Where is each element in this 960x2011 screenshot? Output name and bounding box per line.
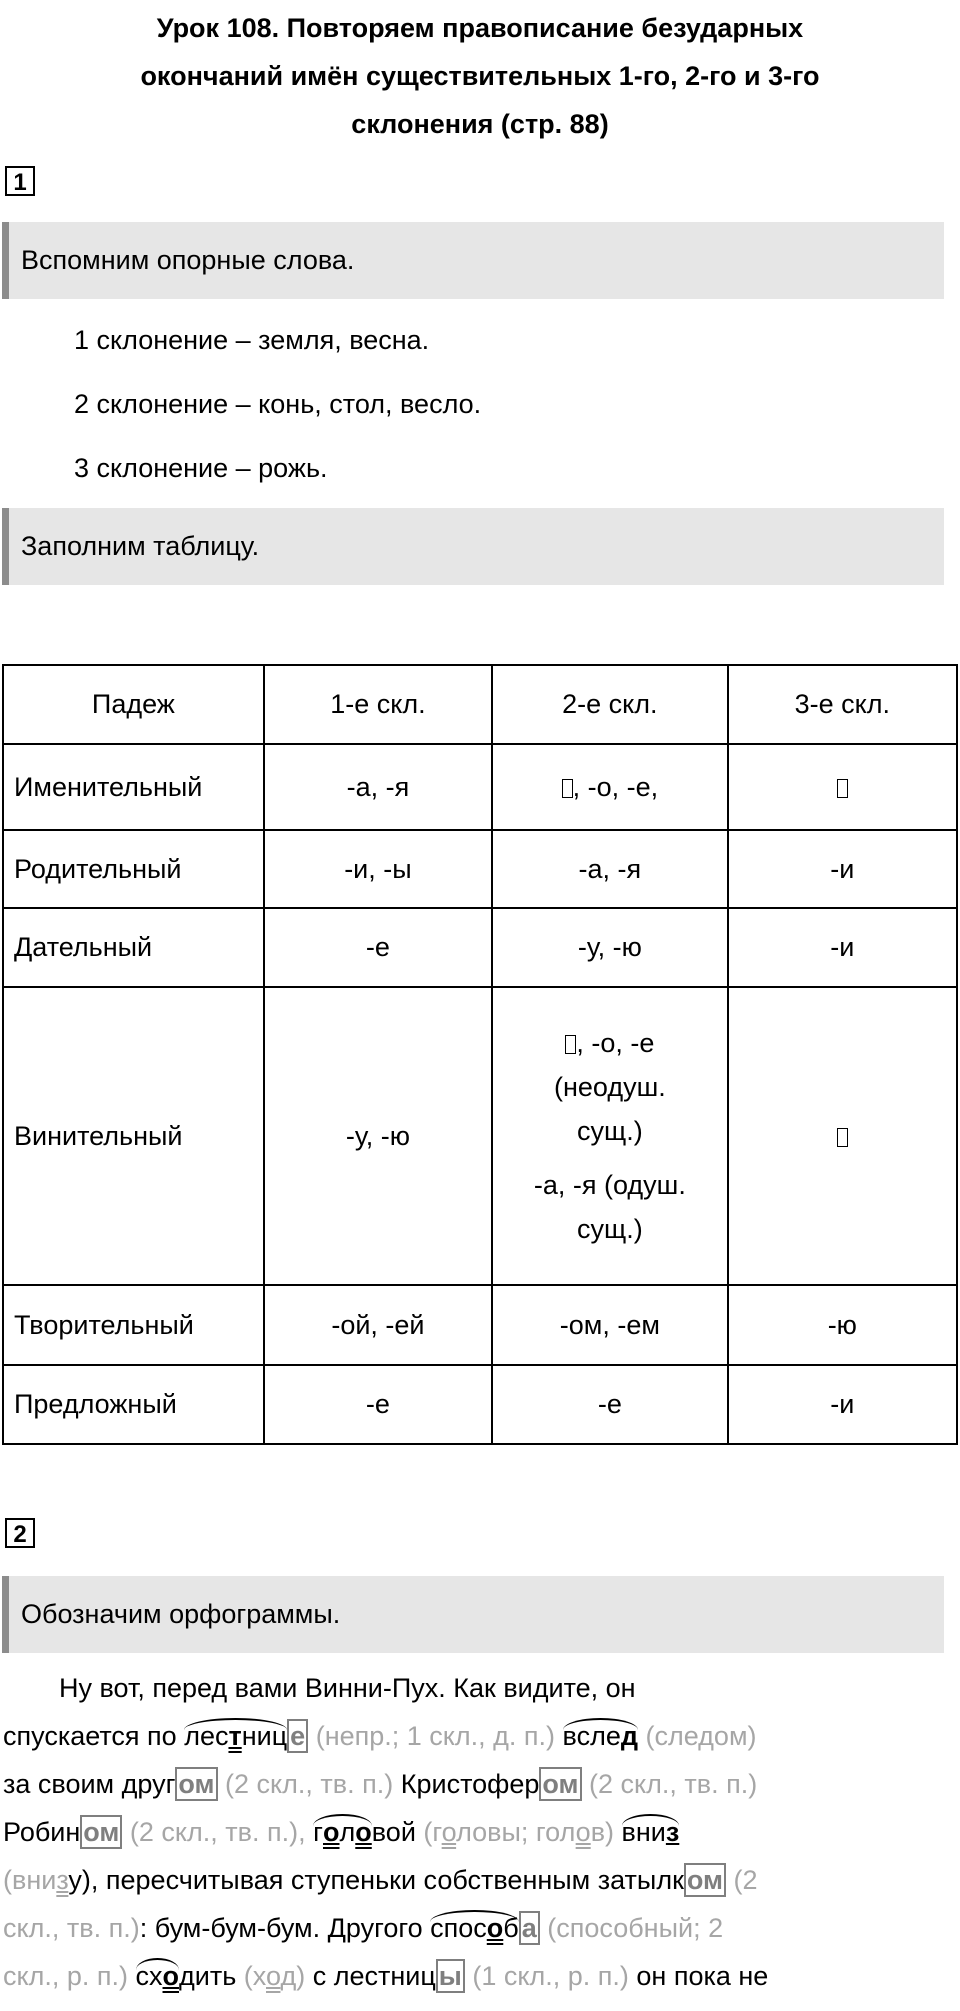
ending-text: , -о, -е bbox=[576, 1028, 655, 1058]
text-line-4: Робин ом (2 скл., тв. п.), головой (головы; голов) вниз bbox=[3, 1808, 953, 1856]
ending-decl-1: -и, -ы bbox=[264, 830, 492, 908]
ending-decl-1: -ой, -ей bbox=[264, 1285, 492, 1365]
title-line-3: склонения (стр. 88) bbox=[351, 109, 609, 139]
zero-ending-glyph bbox=[565, 1035, 576, 1054]
ending-decl-2 bbox=[492, 744, 728, 830]
title-line-1: Урок 108. Повторяем правописание безударных bbox=[156, 13, 804, 43]
header-case: Падеж bbox=[3, 665, 264, 744]
ending-decl-2: -у, -ю bbox=[492, 908, 728, 987]
case-name: Именительный bbox=[3, 744, 264, 830]
marked-text bbox=[3, 1664, 953, 2000]
text-line-1: Ну вот, перед вами Винни-Пух. Как видите, он bbox=[59, 1673, 636, 1703]
ending-decl-3: -и bbox=[728, 908, 957, 987]
zero-ending-glyph bbox=[837, 1128, 848, 1147]
ending-decl-2-text: , -о, -е, bbox=[572, 771, 659, 802]
text-line-3: за своим друг ом (2 скл., тв. п.) Кристофер ом (2 скл., тв. п.) bbox=[3, 1769, 758, 1799]
table-row bbox=[3, 1365, 957, 1444]
table-header-row bbox=[3, 665, 957, 744]
case-name: Творительный bbox=[3, 1285, 264, 1365]
ending-decl-1: -е bbox=[264, 1365, 492, 1444]
title-line-2: окончаний имён существительных 1-го, 2-го и 3-го bbox=[140, 61, 820, 91]
lesson-title bbox=[40, 4, 920, 148]
ending-line: -а, -я (одуш. bbox=[533, 1170, 686, 1200]
instruction-bar-1: Вспомним опорные слова. bbox=[2, 222, 944, 299]
task-number-2: 2 bbox=[5, 1518, 35, 1548]
table-row bbox=[3, 908, 957, 987]
table-row bbox=[3, 1285, 957, 1365]
ending-decl-3 bbox=[728, 987, 957, 1285]
zero-ending-glyph bbox=[562, 779, 573, 798]
ending-line: сущ.) bbox=[577, 1116, 643, 1146]
ending-decl-3 bbox=[728, 744, 957, 830]
task-number-1: 1 bbox=[5, 166, 35, 196]
zero-ending-glyph bbox=[837, 779, 848, 798]
case-name: Родительный bbox=[3, 830, 264, 908]
instruction-bar-3: Обозначим орфограммы. bbox=[2, 1576, 944, 1653]
ending-decl-3: -ю bbox=[728, 1285, 957, 1365]
case-name: Дательный bbox=[3, 908, 264, 987]
ending-decl-3: -и bbox=[728, 830, 957, 908]
header-decl-2: 2-е скл. bbox=[492, 665, 728, 744]
ending-decl-2: -е bbox=[492, 1365, 728, 1444]
header-decl-1: 1-е скл. bbox=[264, 665, 492, 744]
ending-decl-2: -а, -я bbox=[492, 830, 728, 908]
ending-decl-2: -ом, -ем bbox=[492, 1285, 728, 1365]
instruction-bar-2: Заполним таблицу. bbox=[2, 508, 944, 585]
text-line-6: скл., тв. п.): бум-бум-бум. Другого способ а (способный; 2 bbox=[3, 1904, 953, 1952]
rule-line-2: 2 склонение – конь, стол, весло. bbox=[74, 389, 482, 419]
rule-line-1: 1 склонение – земля, весна. bbox=[74, 325, 430, 355]
ending-decl-2 bbox=[492, 987, 728, 1285]
table-row bbox=[3, 987, 957, 1285]
ending-decl-1: -е bbox=[264, 908, 492, 987]
ending-decl-3: -и bbox=[728, 1365, 957, 1444]
declension-table bbox=[2, 664, 958, 1445]
text-line-7: скл., р. п.) сходить (ход) с лестниц ы (1 скл., р. п.) он пока не bbox=[3, 1952, 953, 2000]
case-name: Предложный bbox=[3, 1365, 264, 1444]
ending-line: сущ.) bbox=[577, 1214, 643, 1244]
header-decl-3: 3-е скл. bbox=[728, 665, 957, 744]
table-row bbox=[3, 830, 957, 908]
ending-decl-1: -у, -ю bbox=[264, 987, 492, 1285]
case-name: Винительный bbox=[3, 987, 264, 1285]
ending-line bbox=[499, 1021, 721, 1065]
text-line-2: спускается по лестниц е (непр.; 1 скл., д. п.) вслед (следом) bbox=[3, 1712, 953, 1760]
ending-line: (неодуш. bbox=[553, 1072, 666, 1102]
table-row bbox=[3, 744, 957, 830]
ending-decl-1: -а, -я bbox=[264, 744, 492, 830]
rule-line-3: 3 склонение – рожь. bbox=[74, 453, 328, 483]
text-line-5: (внизу), пересчитывая ступеньки собственным затылк ом (2 bbox=[3, 1865, 758, 1895]
